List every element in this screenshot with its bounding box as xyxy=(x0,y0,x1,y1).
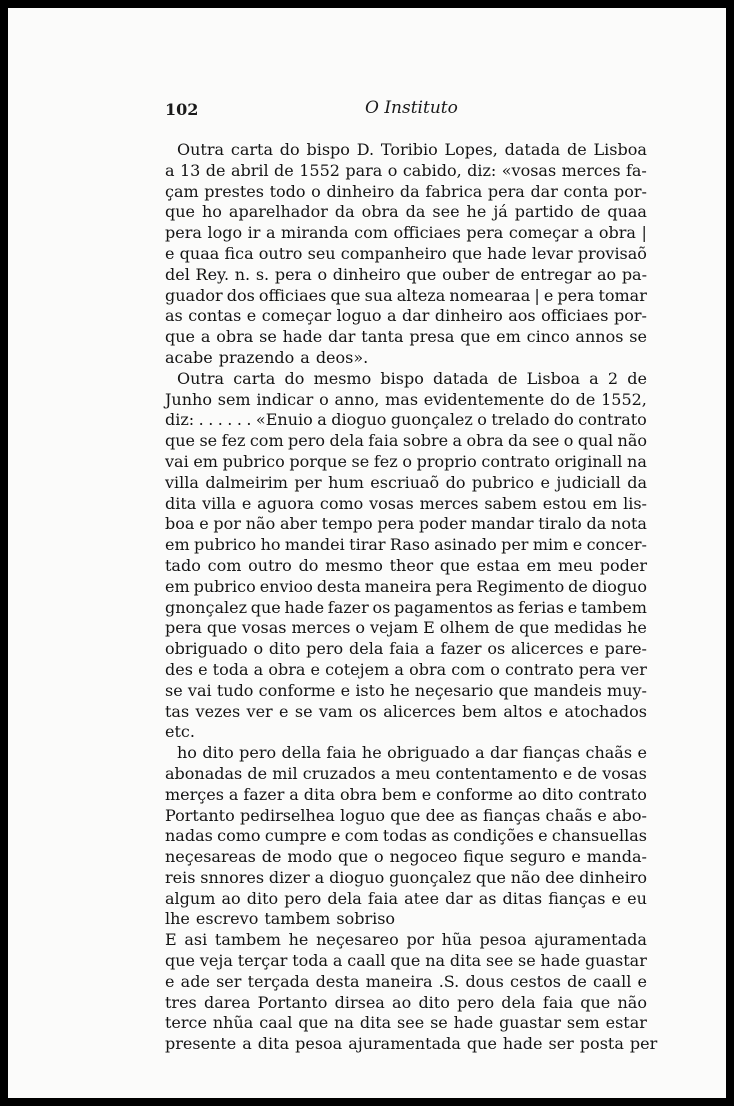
text-line: pera que vosas merces o vejam E olhem de que medidas he xyxy=(165,618,647,638)
text-line: merçes a fazer a dita obra bem e conforme ao dito contrato xyxy=(165,784,647,804)
text-line: em pubrico ho mandei tirar Raso asinado per mim e concer- xyxy=(165,535,647,555)
text-line: e quaa fica outro seu companheiro que hade levar provisaõ xyxy=(165,243,647,263)
text-line: a 13 de abril de 1552 para o cabido, diz: «vosas merces fa- xyxy=(165,160,647,180)
text-line: e ade ser terçada desta maneira .S. dous cestos de caall e xyxy=(165,971,647,991)
text-line: presente a dita pesoa ajuramentada que hade ser posta per xyxy=(165,1034,658,1054)
text-line: neçesareas de modo que o negoceo fique seguro e manda- xyxy=(165,847,647,867)
text-line: guador dos officiaes que sua alteza nomearaa | e pera tomar xyxy=(165,285,647,305)
text-line: reis snnores dizer a dioguo guonçalez que não dee dinheiro xyxy=(165,867,647,887)
page-number: 102 xyxy=(165,100,199,119)
text-line: pera logo ir a miranda com officiaes pera começar a obra | xyxy=(165,223,647,243)
text-line: etc. xyxy=(165,722,195,742)
paragraph xyxy=(165,140,647,369)
text-line: villa dalmeirim per hum escriuaõ do pubrico e judiciall da xyxy=(165,472,647,492)
text-line: que a obra se hade dar tanta presa que em cinco annos se xyxy=(165,327,647,347)
text-line: em pubrico envioo desta maneira pera Regimento de dioguo xyxy=(165,576,647,596)
text-line: tres darea Portanto dirsea ao dito pero dela faia que não xyxy=(165,992,647,1012)
text-line: gnonçalez que hade fazer os pagamentos as ferias e tambem xyxy=(165,597,647,617)
text-line: del Rey. n. s. pera o dinheiro que ouber de entregar ao pa- xyxy=(165,264,647,284)
text-line: lhe escrevo tambem sobriso xyxy=(165,909,396,929)
page-header xyxy=(165,100,645,124)
text-line: Portanto pedirselhea loguo que dee as fianças chaãs e abo- xyxy=(165,805,647,825)
text-line: Outra carta do bispo D. Toribio Lopes, datada de Lisboa xyxy=(177,140,647,159)
text-line: obriguado o dito pero dela faia a fazer os alicerces e pare- xyxy=(165,639,647,659)
text-line: tas vezes ver e se vam os alicerces bem altos e atochados xyxy=(165,701,647,721)
text-line: abonadas de mil cruzados a meu contentamento e de vosas xyxy=(165,763,647,783)
text-line: que se fez com pero dela faia sobre a obra da see o qual não xyxy=(165,431,647,451)
text-line: algum ao dito pero dela faia atee dar as ditas fianças e eu xyxy=(165,888,647,908)
text-line: Outra carta do mesmo bispo datada de Lisboa a 2 de xyxy=(177,368,647,388)
text-line: diz: . . . . . . «Enuio a dioguo guonçalez o trelado do contrato xyxy=(165,410,647,430)
text-line: nadas como cumpre e com todas as condições e chansuellas xyxy=(165,826,647,846)
text-line: terce nhũa caal que na dita see se hade guastar sem estar xyxy=(165,1013,647,1033)
body-text xyxy=(165,140,658,1055)
text-line: vai em pubrico porque se fez o proprio contrato originall na xyxy=(165,451,647,471)
text-line: E asi tambem he neçesareo por hũa pesoa ajuramentada xyxy=(165,930,647,950)
paragraph xyxy=(165,743,647,930)
paragraph xyxy=(165,369,647,743)
text-line: que veja terçar toda a caall que na dita see se hade guastar xyxy=(165,951,647,971)
text-line: tado com outro do mesmo theor que estaa em meu poder xyxy=(165,555,647,575)
text-line: que ho aparelhador da obra da see he já partido de quaa xyxy=(165,202,647,222)
book-page xyxy=(8,8,726,1098)
text-line: ho dito pero della faia he obriguado a dar fianças chaãs e xyxy=(177,743,647,763)
paragraph xyxy=(165,930,658,1055)
text-line: Junho sem indicar o anno, mas evidentemente do de 1552, xyxy=(165,389,647,409)
text-line: dita villa e aguora como vosas merces sabem estou em lis- xyxy=(165,493,647,513)
text-line: çam prestes todo o dinheiro da fabrica pera dar conta por- xyxy=(165,181,647,201)
text-line: se vai tudo conforme e isto he neçesario que mandeis muy- xyxy=(165,680,647,700)
text-line: boa e por não aber tempo pera poder mandar tiralo da nota xyxy=(165,514,647,534)
text-line: as contas e começar loguo a dar dinheiro aos officiaes por- xyxy=(165,306,647,326)
text-line: acabe prazendo a deos». xyxy=(165,347,369,367)
text-line: des e toda a obra e cotejem a obra com o contrato pera ver xyxy=(165,659,647,679)
running-title: O Instituto xyxy=(365,98,458,118)
